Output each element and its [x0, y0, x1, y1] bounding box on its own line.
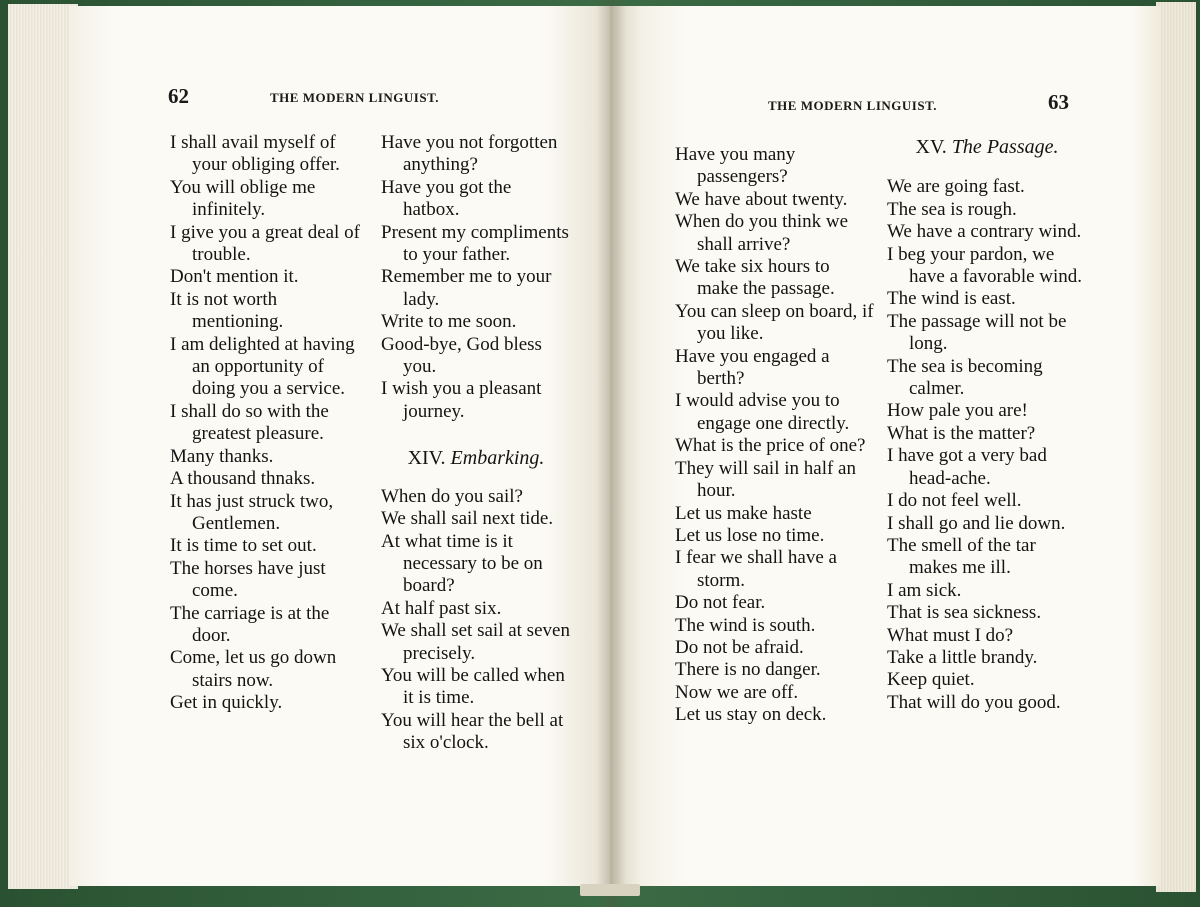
phrase: Good-bye, God bless you.: [381, 333, 542, 378]
phrase: The sea is rough.: [887, 198, 1017, 220]
phrase: The smell of the tar makes me ill.: [887, 534, 1036, 579]
page-edges-right: [1156, 2, 1196, 892]
phrase: There is no danger.: [675, 659, 821, 681]
phrase: We shall sail next tide.: [381, 508, 554, 530]
phrase: Now we are off.: [675, 681, 799, 703]
phrase: The carriage is at the door.: [170, 602, 330, 646]
phrase: What is the matter?: [887, 422, 1036, 444]
section-number: XIV.: [407, 447, 446, 470]
phrase: I would advise you to engage one directly.: [675, 390, 850, 434]
phrase: Have you many passengers?: [675, 144, 796, 188]
phrase: We shall set sail at seven precisely.: [381, 620, 570, 664]
phrase: Take a little brandy.: [887, 646, 1038, 668]
phrase: You can sleep on board, if you like.: [675, 300, 874, 345]
left-page-column-1: [170, 132, 362, 715]
page-number-left: 62: [168, 84, 189, 108]
phrase: How pale you are!: [887, 400, 1028, 422]
left-page-column-2: [381, 132, 571, 755]
phrase: What is the price of one?: [675, 435, 866, 457]
phrase: That is sea sickness.: [887, 602, 1042, 624]
phrase: The wind is east.: [887, 288, 1016, 310]
phrase: Keep quiet.: [887, 669, 975, 691]
phrase: Let us make haste: [675, 502, 812, 524]
phrase: Many thanks.: [170, 445, 274, 467]
right-page-column-2: [887, 136, 1087, 714]
book-gutter: [596, 0, 626, 907]
phrase: You will oblige me infinitely.: [170, 176, 316, 221]
section-title: The Passage.: [951, 136, 1059, 158]
phrase: The wind is south.: [675, 614, 816, 636]
phrase: I shall go and lie down.: [887, 512, 1066, 534]
spine-band: [580, 884, 640, 896]
phrase: I am sick.: [887, 579, 962, 601]
phrase: The sea is becoming calmer.: [887, 355, 1043, 400]
phrase: Let us stay on deck.: [675, 704, 827, 726]
phrase: Write to me soon.: [381, 311, 517, 333]
phrase: At what time is it necessary to be on board?: [381, 530, 543, 597]
section-number: XV.: [915, 136, 947, 158]
phrase: They will sail in half an hour.: [675, 457, 856, 502]
phrase: Have you got the hatbox.: [381, 176, 512, 221]
phrase: It has just struck two, Gentlemen.: [170, 490, 334, 534]
phrase: I shall avail myself of your obliging offer.: [170, 132, 340, 176]
phrase: I fear we shall have a storm.: [675, 547, 837, 591]
phrase: You will hear the bell at six o'clock.: [381, 709, 564, 754]
right-page-column-1: [675, 144, 875, 727]
phrase: Come, let us go down stairs now.: [170, 647, 337, 691]
phrase: Have you not forgotten anything?: [381, 132, 558, 176]
phrase: At half past six.: [381, 597, 502, 619]
phrase: It is time to set out.: [170, 535, 317, 557]
phrase: I have got a very bad head-ache.: [887, 445, 1047, 489]
phrase: I beg your pardon, we have a favorable wind.: [887, 243, 1083, 288]
phrase: We are going fast.: [887, 176, 1025, 198]
phrase: When do you sail?: [381, 485, 523, 507]
phrase: I give you a great deal of trouble.: [170, 221, 360, 266]
phrase: We have about twenty.: [675, 188, 848, 210]
running-title-right: THE MODERN LINGUIST.: [768, 98, 938, 113]
phrase: We have a contrary wind.: [887, 221, 1082, 243]
phrase: I shall do so with the greatest pleasure.: [170, 400, 329, 445]
phrase: Do not fear.: [675, 592, 766, 614]
section-heading-embarking: [381, 447, 571, 469]
section-title: Embarking.: [450, 447, 545, 470]
phrase: I wish you a pleasant journey.: [381, 378, 542, 422]
phrase: Have you engaged a berth?: [675, 345, 830, 390]
phrase: What must I do?: [887, 624, 1014, 646]
phrase: It is not worth mentioning.: [170, 288, 284, 333]
phrase: A thousand thnaks.: [170, 468, 316, 490]
page-edges-left: [8, 4, 78, 889]
phrase: Don't mention it.: [170, 266, 299, 288]
phrase: Do not be afraid.: [675, 636, 804, 658]
running-title-left: THE MODERN LINGUIST.: [270, 90, 440, 105]
section-heading-passage: [887, 136, 1087, 158]
phrase: I am delighted at having an opportunity of doing you a service.: [170, 333, 355, 400]
phrase: We take six hours to make the passage.: [675, 256, 835, 300]
phrase: The horses have just come.: [170, 557, 326, 602]
phrase: Let us lose no time.: [675, 524, 825, 546]
phrase: I do not feel well.: [887, 490, 1022, 512]
phrase: You will be called when it is time.: [381, 664, 565, 709]
phrase: Remember me to your lady.: [381, 266, 552, 310]
phrase: When do you think we shall arrive?: [675, 211, 849, 255]
phrase: Present my compliments to your father.: [381, 221, 569, 266]
page-number-right: 63: [1048, 90, 1069, 114]
phrase: The passage will not be long.: [887, 310, 1067, 355]
phrase: Get in quickly.: [170, 692, 283, 714]
phrase: That will do you good.: [887, 691, 1061, 713]
